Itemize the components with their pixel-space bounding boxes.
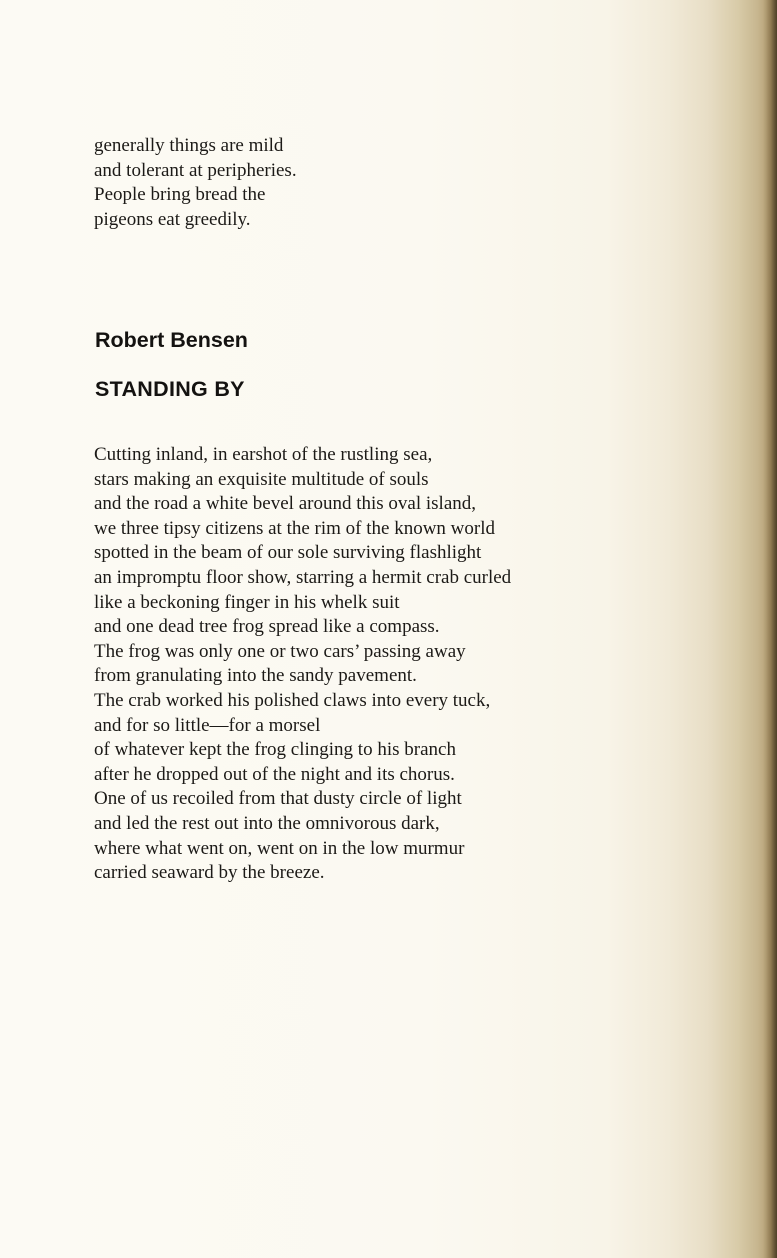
fragment-line: pigeons eat greedily. <box>94 208 251 230</box>
poem-line: and one dead tree frog spread like a compass. <box>94 616 440 638</box>
poem-line: stars making an exquisite multitude of souls <box>94 468 429 490</box>
poem-line: The crab worked his polished claws into every tuck, <box>94 689 491 711</box>
poem-line: we three tipsy citizens at the rim of the known world <box>94 517 496 539</box>
poem-body <box>94 443 511 886</box>
poem-line: Cutting inland, in earshot of the rustling sea, <box>94 444 433 465</box>
poem-line: and led the rest out into the omnivorous dark, <box>94 812 440 834</box>
poem-line: The frog was only one or two cars’ passing away <box>94 640 466 662</box>
poem-line: an impromptu floor show, starring a hermit crab curled <box>94 566 512 588</box>
previous-poem-fragment <box>94 134 297 232</box>
fragment-line: and tolerant at peripheries. <box>94 159 297 181</box>
poem-line: carried seaward by the breeze. <box>94 862 325 884</box>
poem-line: One of us recoiled from that dusty circle of light <box>94 788 462 810</box>
fragment-line: generally things are mild <box>94 135 284 156</box>
poem-line: of whatever kept the frog clinging to his branch <box>94 739 456 761</box>
poem-line: spotted in the beam of our sole surviving flashlight <box>94 542 482 564</box>
poem-line: and the road a white bevel around this oval island, <box>94 493 477 515</box>
poem-line: from granulating into the sandy pavement. <box>94 665 417 687</box>
poem-line: like a beckoning finger in his whelk suit <box>94 591 400 613</box>
poem-line: after he dropped out of the night and its chorus. <box>94 763 455 785</box>
poem-line: and for so little—for a morsel <box>94 714 321 736</box>
poem-title: STANDING BY <box>95 377 245 401</box>
fragment-line: People bring bread the <box>94 184 266 206</box>
page-gutter-shadow <box>763 0 777 1258</box>
poem-line: where what went on, went on in the low murmur <box>94 837 465 859</box>
poem-author: Robert Bensen <box>95 328 248 352</box>
